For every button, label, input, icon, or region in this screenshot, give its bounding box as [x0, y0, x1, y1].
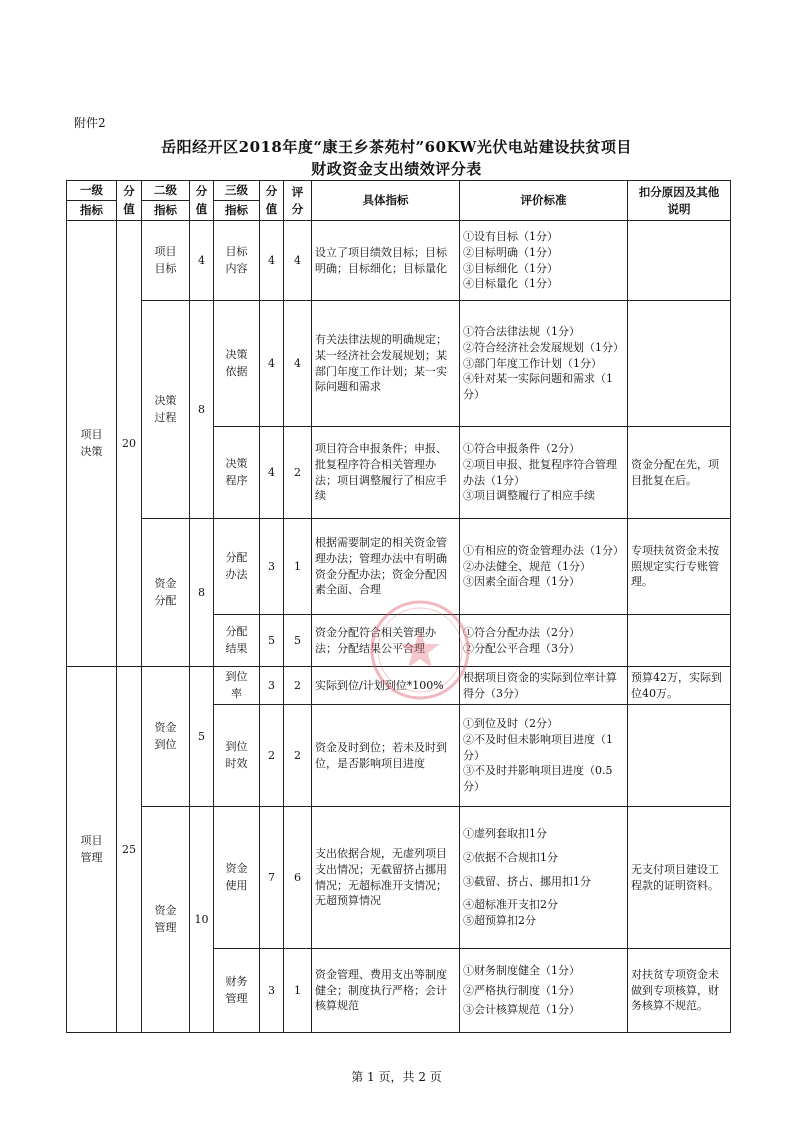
- level2-score: 4: [190, 221, 214, 301]
- criteria-item: ④针对某一实际问题和需求（1分）: [463, 372, 613, 402]
- level3-score: 4: [260, 427, 284, 519]
- criteria-item: ②依据不合规扣1分: [463, 850, 558, 864]
- indicator-cell: 资金分配符合相关管理办法；分配结果公平合理: [312, 615, 460, 667]
- level1-cell: 项目 决策: [67, 221, 117, 667]
- criteria-item: ①符合申报条件（2分）: [463, 441, 580, 455]
- criteria-item: ②目标明确（1分）: [463, 245, 558, 259]
- criteria-cell: [460, 949, 628, 1033]
- level3-score: 3: [260, 667, 284, 705]
- score-cell: 4: [284, 301, 312, 427]
- table-row: [67, 807, 731, 949]
- criteria-cell: [460, 615, 628, 667]
- page-subtitle: 财政资金支出绩效评分表: [311, 160, 482, 178]
- score-cell: 2: [284, 427, 312, 519]
- level2-cell: 资金 到位: [142, 667, 190, 807]
- level3-cell: 到位 时效: [214, 705, 260, 807]
- score-cell: 2: [284, 705, 312, 807]
- criteria-cell: [460, 221, 628, 301]
- header-level2-sub: 指标: [142, 201, 190, 221]
- level1-score: 20: [117, 221, 142, 667]
- level3-cell: 资金 使用: [214, 807, 260, 949]
- criteria-cell: [460, 519, 628, 615]
- criteria-item: ②不及时但未影响项目进度（1分）: [463, 732, 613, 762]
- level1-score: 25: [117, 667, 142, 1033]
- criteria-item: ③目标细化（1分）: [463, 261, 558, 275]
- criteria-item: ①虚列套取扣1分: [463, 826, 547, 840]
- criteria-item: 根据项目资金的实际到位率计算得分（3分）: [463, 670, 617, 700]
- remark-cell: [628, 301, 731, 427]
- page-title: 岳阳经开区2018年度“康王乡茶苑村”60KW光伏电站建设扶贫项目: [161, 138, 632, 156]
- remark-cell: 对扶贫专项资金未做到专项核算，财务核算不规范。: [628, 949, 731, 1033]
- criteria-item: ②分配公平合理（3分）: [463, 641, 580, 655]
- level2-score: 10: [190, 807, 214, 1033]
- indicator-cell: 有关法律法规的明确规定；某一经济社会发展规划；某部门年度工作计划；某一实际问题和需求: [312, 301, 460, 427]
- level3-score: 3: [260, 949, 284, 1033]
- level3-score: 2: [260, 705, 284, 807]
- criteria-item: ①到位及时（2分）: [463, 716, 558, 730]
- level3-score: 4: [260, 221, 284, 301]
- remark-cell: 无支付项目建设工程款的证明资料。: [628, 807, 731, 949]
- header-level3-sub: 指标: [214, 201, 260, 221]
- criteria-item: ③会计核算规范（1分）: [463, 1003, 580, 1017]
- criteria-cell: [460, 705, 628, 807]
- page-footer: 第 1 页，共 2 页: [351, 1070, 442, 1084]
- criteria-item: ④目标量化（1分）: [463, 277, 558, 291]
- header-score1: 分 值: [117, 181, 142, 221]
- criteria-cell: [460, 807, 628, 949]
- remark-cell: [628, 705, 731, 807]
- indicator-cell: 资金管理、费用支出等制度健全；制度执行严格；会计核算规范: [312, 949, 460, 1033]
- criteria-item: ②办法健全、规范（1分）: [463, 559, 591, 573]
- table-row: [67, 667, 731, 705]
- level2-score: 8: [190, 519, 214, 667]
- header-level1-sub: 指标: [67, 201, 117, 221]
- table-row: [67, 221, 731, 301]
- level3-score: 5: [260, 615, 284, 667]
- header-indicator: 具体指标: [312, 181, 460, 221]
- level2-score: 5: [190, 667, 214, 807]
- scoring-table: [66, 180, 731, 1033]
- indicator-cell: 设立了项目绩效目标；目标明确；目标细化；目标量化: [312, 221, 460, 301]
- level3-cell: 分配 办法: [214, 519, 260, 615]
- table-row: [67, 301, 731, 427]
- table-row: [67, 519, 731, 615]
- level3-score: 7: [260, 807, 284, 949]
- indicator-cell: 支出依据合规，无虚列项目支出情况；无截留挤占挪用情况；无超标准开支情况；无超预算情况: [312, 807, 460, 949]
- criteria-item: ③因素全面合理（1分）: [463, 575, 580, 589]
- criteria-item: ③不及时并影响项目进度（0.5分）: [463, 764, 613, 794]
- level2-score: 8: [190, 301, 214, 519]
- score-cell: 5: [284, 615, 312, 667]
- remark-cell: [628, 221, 731, 301]
- remark-cell: [628, 615, 731, 667]
- criteria-item: ③部门年度工作计划（1分）: [463, 356, 602, 370]
- level2-cell: 决策 过程: [142, 301, 190, 519]
- criteria-item: ⑤超预算扣2分: [463, 914, 536, 928]
- level3-cell: 财务 管理: [214, 949, 260, 1033]
- level3-cell: 决策 程序: [214, 427, 260, 519]
- level3-cell: 目标 内容: [214, 221, 260, 301]
- indicator-cell: 实际到位/计划到位*100%: [312, 667, 460, 705]
- criteria-item: ①符合分配办法（2分）: [463, 625, 580, 639]
- indicator-cell: 项目符合申报条件；申报、批复程序符合相关管理办法；项目调整履行了相应手续: [312, 427, 460, 519]
- score-cell: 2: [284, 667, 312, 705]
- score-cell: 1: [284, 949, 312, 1033]
- criteria-cell: [460, 667, 628, 705]
- level3-score: 3: [260, 519, 284, 615]
- score-cell: 4: [284, 221, 312, 301]
- criteria-item: ④超标准开支扣2分: [463, 898, 558, 912]
- criteria-cell: [460, 301, 628, 427]
- criteria-item: ②项目申报、批复程序符合管理办法（1分）: [463, 457, 617, 487]
- criteria-item: ①符合法律法规（1分）: [463, 324, 580, 338]
- criteria-item: ②严格执行制度（1分）: [463, 983, 580, 997]
- criteria-item: ③项目调整履行了相应手续: [463, 489, 595, 503]
- header-level3: 三级: [214, 181, 260, 201]
- criteria-cell: [460, 427, 628, 519]
- criteria-item: ②符合经济社会发展规划（1分）: [463, 340, 624, 354]
- header-level1: 一级: [67, 181, 117, 201]
- level3-score: 4: [260, 301, 284, 427]
- criteria-item: ①财务制度健全（1分）: [463, 963, 580, 977]
- level2-cell: 项目 目标: [142, 221, 190, 301]
- level2-cell: 资金 管理: [142, 807, 190, 1033]
- header-score: 评分: [284, 181, 312, 221]
- header-criteria: 评价标准: [460, 181, 628, 221]
- level1-cell: 项目 管理: [67, 667, 117, 1033]
- remark-cell: 预算42万，实际到位40万。: [628, 667, 731, 705]
- level3-cell: 分配 结果: [214, 615, 260, 667]
- header-remarks: 扣分原因及其他 说明: [628, 181, 731, 221]
- score-cell: 1: [284, 519, 312, 615]
- criteria-item: ③截留、挤占、挪用扣1分: [463, 874, 591, 888]
- criteria-item: ①有相应的资金管理办法（1分）: [463, 543, 624, 557]
- level3-cell: 到位 率: [214, 667, 260, 705]
- score-cell: 6: [284, 807, 312, 949]
- header-score2: 分 值: [190, 181, 214, 221]
- level2-cell: 资金 分配: [142, 519, 190, 667]
- level3-cell: 决策 依据: [214, 301, 260, 427]
- remark-cell: 专项扶贫资金未按照规定实行专账管理。: [628, 519, 731, 615]
- indicator-cell: 资金及时到位；若未及时到位，是否影响项目进度: [312, 705, 460, 807]
- header-level2: 二级: [142, 181, 190, 201]
- indicator-cell: 根据需要制定的相关资金管理办法；管理办法中有明确资金分配办法；资金分配因素全面、合理: [312, 519, 460, 615]
- header-score3: 分 值: [260, 181, 284, 221]
- remark-cell: 资金分配在先，项目批复在后。: [628, 427, 731, 519]
- criteria-item: ①设有目标（1分）: [463, 229, 558, 243]
- attachment-label: 附件2: [74, 116, 106, 130]
